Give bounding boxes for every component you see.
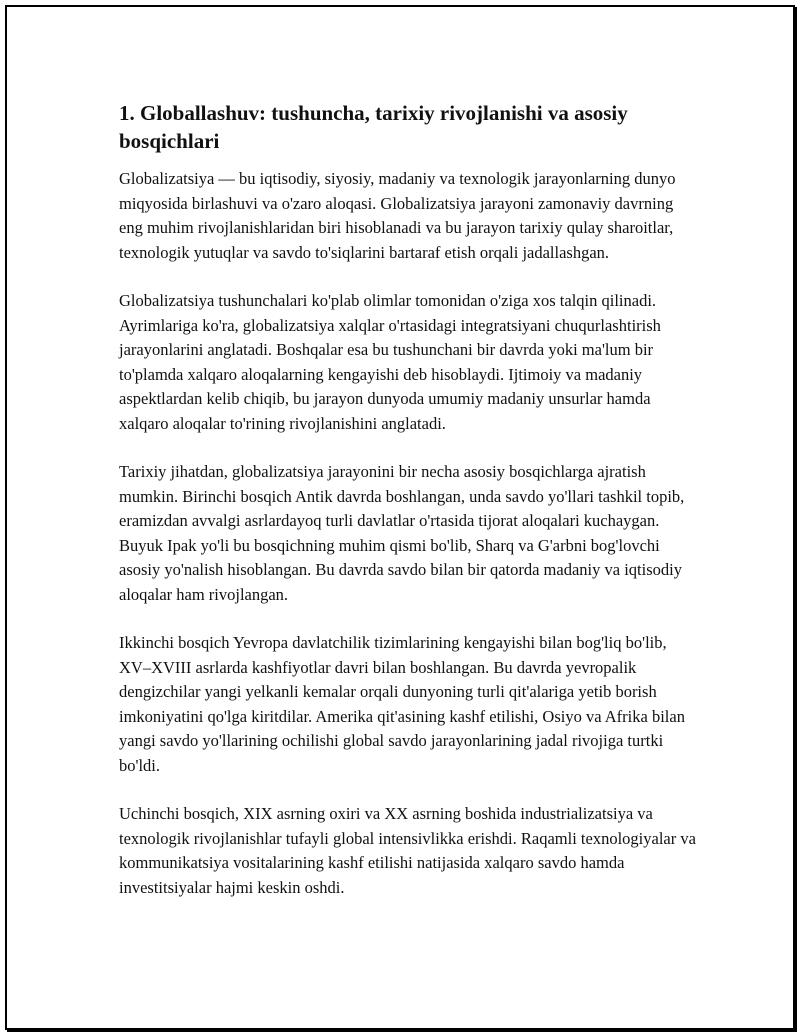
- document-body: [119, 99, 699, 924]
- paragraph-second-stage: Ikkinchi bosqich Yevropa davlatchilik tizimlarining kengayishi bilan bog'liq bo'lib, XV–XVIII asrlarda kashfiyotlar davri bilan boshlangan. Bu davrda yevropalik dengizchilar yangi yelkanli kemalar orqali dunyoning turli qit'alariga yetib borish imkoniyatini qo'lga kiritdilar. Amerika qit'asining kashf etilishi, Osiyo va Afrika bilan yangi savdo yo'llarining ochilishi global savdo jarayonlarining jadal rivojiga turtki bo'ldi.: [119, 633, 685, 775]
- paragraph-definition: Globalizatsiya — bu iqtisodiy, siyosiy, madaniy va texnologik jarayonlarning dunyo miqyosida birlashuvi va o'zaro aloqasi. Globalizatsiya jarayoni zamonaviy davrning eng muhim rivojlanishlaridan biri hisoblanadi va bu jarayon tarixiy qulay sharoitlar, texnologik yutuqlar va savdo to'siqlarini bartaraf etish orqali jadallashgan.: [119, 169, 676, 262]
- paragraph-third-stage: Uchinchi bosqich, XIX asrning oxiri va XX asrning boshida industrializatsiya va texnologik rivojlanishlar tufayli global intensivlikka erishdi. Raqamli texnologiyalar va kommunikatsiya vositalarining kashf etilishi natijasida xalqaro savdo hamda investitsiyalar hajmi keskin oshdi.: [119, 804, 696, 897]
- paragraph-first-stage: Tarixiy jihatdan, globalizatsiya jarayonini bir necha asosiy bosqichlarga ajratish mumkin. Birinchi bosqich Antik davrda boshlangan, unda savdo yo'llari tashkil topib, eramizdan avvalgi asrlardayoq turli davlatlar o'rtasida tijorat aloqalari kuchaygan. Buyuk Ipak yo'li bu bosqichning muhim qismi bo'lib, Sharq va G'arbni bog'lovchi asosiy yo'nalish hisoblangan. Bu davrda savdo bilan bir qatorda madaniy va iqtisodiy aloqalar ham rivojlangan.: [119, 462, 685, 604]
- paragraph-interpretations: Globalizatsiya tushunchalari ko'plab olimlar tomonidan o'ziga xos talqin qilinadi. Ayrimlariga ko'ra, globalizatsiya xalqlar o'rtasidagi integratsiyani chuqurlashtirish jarayonlarini anglatadi. Boshqalar esa bu tushunchani bir davrda yoki ma'lum bir to'plamda xalqaro aloqalarning kengayishi deb hisoblaydi. Ijtimoiy va madaniy aspektlardan kelib chiqib, bu jarayon dunyoda umumiy madaniy unsurlar hamda xalqaro aloqalar to'rining rivojlanishini anglatadi.: [119, 291, 661, 433]
- document-page: [5, 5, 795, 1030]
- section-heading: 1. Globallashuv: tushuncha, tarixiy rivojlanishi va asosiy bosqichlari: [119, 101, 628, 153]
